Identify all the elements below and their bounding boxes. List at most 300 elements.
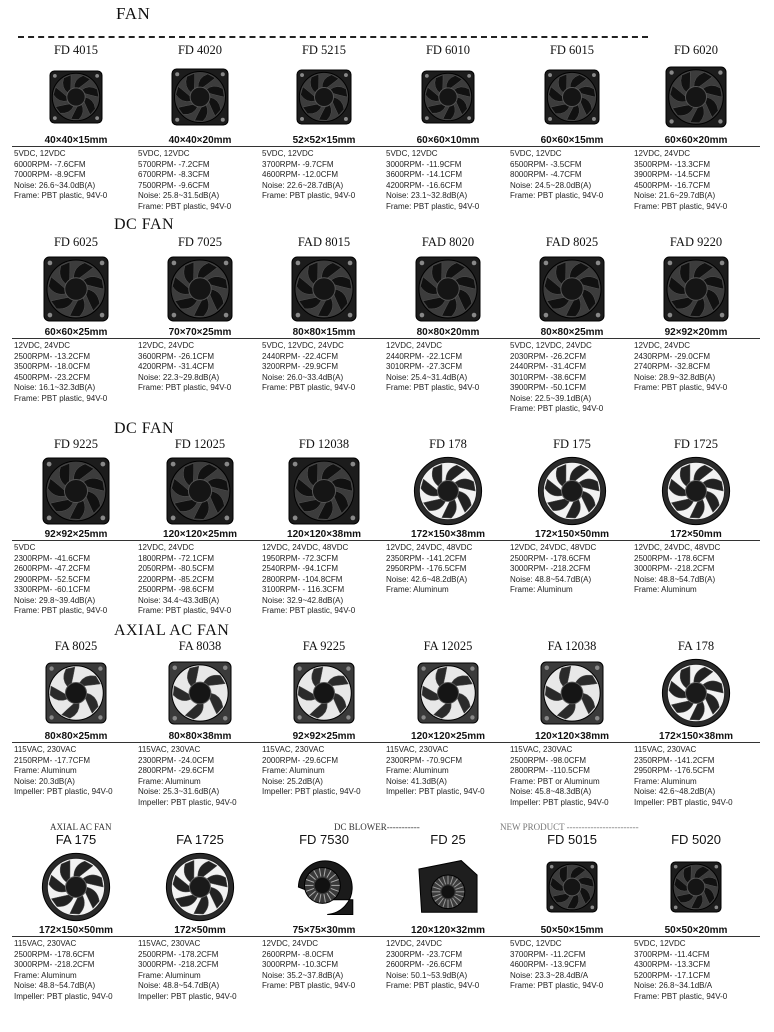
- spec-line: 3000RPM- -218.2CFM: [510, 564, 591, 573]
- spec-line: Frame: Aluminum: [634, 776, 697, 786]
- spec-line: 2500RPM- -178.2CFM: [138, 949, 219, 959]
- spec-line: 6500RPM- -3.5CFM: [510, 159, 582, 169]
- spec-line: 3600RPM- -14.1CFM: [386, 170, 463, 179]
- model-name: FD 175: [553, 437, 591, 451]
- model-name: FD 7530: [299, 832, 349, 847]
- spec-line: Frame: PBT plastic, 94V-0: [138, 383, 232, 392]
- spec-line: Frame: PBT plastic, 94V-0: [138, 201, 232, 211]
- spec-line: 2440RPM- -22.4CFM: [262, 351, 339, 361]
- spec-line: 115VAC, 230VAC: [138, 939, 201, 948]
- spec-line: Noise: 48.8~54.7dB(A): [138, 981, 220, 990]
- spec-line: 3700RPM- -11.2CFM: [510, 949, 586, 959]
- spec-list: [510, 341, 634, 415]
- spec-line: Noise: 50.1~53.9dB(A): [386, 970, 468, 980]
- spec-line: 115VAC, 230VAC: [510, 745, 573, 754]
- fan-photo: [386, 62, 510, 132]
- spec-line: Frame: Aluminum: [14, 970, 77, 980]
- model-name: FD 6025: [53, 235, 99, 249]
- spec-line: 4200RPM- -31.4CFM: [138, 362, 215, 371]
- spec-line: 5VDC, 12VDC: [138, 149, 190, 158]
- dimension-label: 60×60×25mm: [12, 327, 140, 339]
- spec-line: Noise: 22.3~29.8dB(A): [138, 372, 220, 382]
- spec-line: 2050RPM- -80.5CFM: [138, 564, 215, 573]
- model-name: FD 4015: [53, 43, 99, 57]
- spec-line: 1800RPM- -72.1CFM: [138, 553, 215, 563]
- spec-line: 3600RPM- -26.1CFM: [138, 351, 215, 361]
- model-name: FD 25: [430, 832, 466, 847]
- product-card: [14, 832, 138, 1002]
- fan-photo: [14, 254, 138, 324]
- spec-line: Noise: 48.8~54.7dB(A): [510, 574, 592, 584]
- spec-line: Noise: 24.5~28.0dB(A): [510, 180, 592, 190]
- product-card: [386, 234, 510, 394]
- spec-line: 3500RPM- -18.0CFM: [14, 362, 91, 371]
- spec-line: 2440RPM- -31.4CFM: [510, 362, 587, 371]
- spec-line: 4500RPM- -23.2CFM: [14, 372, 91, 382]
- spec-line: 3700RPM- -11.4CFM: [634, 949, 710, 959]
- product-card: [510, 638, 634, 808]
- spec-list: [14, 745, 138, 798]
- spec-line: 2200RPM- -85.2CFM: [138, 574, 215, 584]
- fan-photo: [386, 852, 510, 922]
- spec-line: Frame: PBT plastic, 94V-0: [510, 404, 604, 413]
- model-name: FD 5215: [301, 43, 347, 57]
- dimension-label: 60×60×10mm: [384, 135, 512, 147]
- spec-line: 12VDC, 24VDC: [386, 341, 443, 350]
- spec-line: 2500RPM- -98.6CFM: [138, 585, 215, 594]
- heading-dc-fan-1: DC FAN: [114, 216, 175, 233]
- fan-photo: [386, 254, 510, 324]
- spec-line: 2600RPM- -26.6CFM: [386, 960, 463, 969]
- spec-line: Noise: 25.8~31.5dB(A): [138, 191, 220, 200]
- spec-line: Noise: 25.3~31.6dB(A): [138, 787, 220, 796]
- model-name: FD 12038: [298, 437, 350, 451]
- spec-line: 2030RPM- -26.2CFM: [510, 351, 587, 361]
- model-name: FAD 8015: [297, 235, 351, 249]
- dimension-label: 75×75×30mm: [260, 925, 388, 937]
- spec-line: 2600RPM- -8.0CFM: [262, 949, 334, 959]
- spec-list: [14, 543, 138, 617]
- spec-list: [510, 939, 634, 992]
- product-card: [510, 832, 634, 992]
- spec-line: Frame: PBT plastic, 94V-0: [386, 201, 480, 211]
- spec-line: Noise: 22.6~28.7dB(A): [262, 180, 344, 190]
- dimension-label: 172×50mm: [136, 925, 264, 937]
- spec-list: [14, 149, 138, 202]
- model-name: FD 178: [429, 437, 467, 451]
- spec-line: 2900RPM- -52.5CFM: [14, 574, 91, 584]
- spec-line: 5VDC: [14, 543, 36, 552]
- spec-line: 2500RPM- -178.6CFM: [510, 553, 591, 563]
- spec-line: Frame: PBT plastic, 94V-0: [262, 383, 356, 392]
- spec-line: 3700RPM- -9.7CFM: [262, 159, 334, 169]
- product-card: [386, 832, 510, 992]
- dimension-label: 92×92×25mm: [260, 731, 388, 743]
- spec-line: Frame: Aluminum: [262, 766, 325, 775]
- spec-line: 3100RPM- - 116.3CFM: [262, 585, 345, 594]
- spec-line: 3200RPM- -29.9CFM: [262, 362, 339, 371]
- spec-list: [510, 745, 634, 808]
- product-card: [634, 436, 758, 596]
- fan-photo: [634, 658, 758, 728]
- spec-line: 5VDC, 12VDC: [386, 149, 438, 158]
- fan-photo: [138, 62, 262, 132]
- spec-line: 2800RPM- -110.5CFM: [510, 766, 590, 775]
- spec-line: Frame: PBT plastic, 94V-0: [634, 991, 728, 1001]
- dimension-label: 120×120×25mm: [136, 529, 264, 541]
- spec-line: Noise: 26.8~34.1dB/A: [634, 981, 713, 990]
- spec-line: Frame: PBT plastic, 94V-0: [510, 191, 604, 200]
- spec-line: Noise: 42.6~48.2dB(A): [634, 787, 716, 796]
- fan-photo: [634, 852, 758, 922]
- spec-line: 1950RPM- -72.3CFM: [262, 553, 339, 563]
- spec-line: 2300RPM- -70.9CFM: [386, 755, 463, 765]
- fan-photo: [634, 254, 758, 324]
- product-card: [138, 832, 262, 1002]
- product-card: [634, 42, 758, 212]
- spec-line: Frame: PBT plastic, 94V-0: [386, 383, 480, 392]
- spec-list: [14, 341, 138, 404]
- spec-line: 7500RPM- -9.6CFM: [138, 180, 210, 190]
- product-row-3: [14, 436, 770, 636]
- product-row-4: [14, 638, 770, 838]
- spec-line: 115VAC, 230VAC: [138, 745, 201, 754]
- fan-photo: [14, 852, 138, 922]
- heading-dc-blower: DC BLOWER-----------: [334, 822, 420, 832]
- product-card: [14, 436, 138, 617]
- spec-line: 115VAC, 230VAC: [14, 939, 77, 948]
- product-card: [386, 42, 510, 212]
- spec-line: Noise: 45.8~48.3dB(A): [510, 787, 592, 796]
- spec-line: 12VDC, 24VDC: [14, 341, 71, 350]
- spec-list: [386, 745, 510, 798]
- model-name: FD 1725: [673, 437, 719, 451]
- spec-line: Impeller: PBT plastic, 94V-0: [138, 797, 237, 807]
- product-card: [510, 42, 634, 202]
- dimension-label: 120×120×32mm: [384, 925, 512, 937]
- dimension-label: 120×120×25mm: [384, 731, 512, 743]
- fan-photo: [262, 658, 386, 728]
- spec-line: Frame: Aluminum: [138, 776, 201, 786]
- spec-line: 2800RPM- -104.8CFM: [262, 574, 343, 584]
- spec-line: 7000RPM- -8.9CFM: [14, 170, 86, 179]
- product-card: [386, 436, 510, 596]
- model-name: FD 6020: [673, 43, 719, 57]
- product-card: [14, 638, 138, 798]
- dimension-label: 172×150×50mm: [508, 529, 636, 541]
- spec-line: Noise: 20.3dB(A): [14, 776, 75, 786]
- spec-line: 2500RPM- -98.0CFM: [510, 755, 587, 765]
- spec-line: Noise: 23.3~28.4dB/A: [510, 970, 589, 980]
- dimension-label: 60×60×15mm: [508, 135, 636, 147]
- spec-line: Frame: PBT plastic, 94V-0: [510, 981, 604, 990]
- spec-line: 12VDC, 24VDC: [634, 341, 691, 350]
- model-name: FAD 9220: [669, 235, 723, 249]
- fan-photo: [262, 852, 386, 922]
- fan-photo: [510, 658, 634, 728]
- dimension-label: 172×150×50mm: [12, 925, 140, 937]
- model-name: FA 178: [677, 639, 715, 653]
- fan-photo: [386, 456, 510, 526]
- spec-line: 5VDC, 12VDC: [262, 149, 314, 158]
- spec-line: 2350RPM- -141.2CFM: [634, 755, 715, 765]
- spec-line: 2950RPM- -176.5CFM: [634, 766, 715, 775]
- spec-line: Impeller: PBT plastic, 94V-0: [634, 797, 733, 807]
- fan-photo: [138, 456, 262, 526]
- spec-list: [138, 149, 262, 212]
- dimension-label: 80×80×15mm: [260, 327, 388, 339]
- spec-line: 3010RPM- -38.6CFM: [510, 372, 587, 382]
- spec-line: Noise: 23.1~32.8dB(A): [386, 191, 468, 200]
- model-name: FA 9225: [302, 639, 346, 653]
- model-name: FD 5020: [671, 832, 721, 847]
- spec-line: 3900RPM- -14.5CFM: [634, 170, 711, 179]
- product-card: [138, 234, 262, 394]
- spec-line: 12VDC, 24VDC, 48VDC: [386, 543, 473, 552]
- spec-list: [634, 341, 758, 394]
- spec-line: 3000RPM- -10.3CFM: [262, 960, 339, 969]
- spec-line: 2430RPM- -29.0CFM: [634, 351, 711, 361]
- product-card: [634, 234, 758, 394]
- spec-line: Noise: 35.2~37.8dB(A): [262, 970, 344, 980]
- spec-line: Frame: PBT plastic, 94V-0: [14, 606, 108, 615]
- product-row-5: [14, 832, 770, 1032]
- spec-line: 5VDC, 12VDC: [510, 149, 562, 158]
- spec-line: 12VDC, 24VDC, 48VDC: [510, 543, 597, 552]
- heading-fan: FAN: [116, 4, 151, 23]
- model-name: FD 7025: [177, 235, 223, 249]
- model-name: FD 12025: [174, 437, 226, 451]
- spec-line: Impeller: PBT plastic, 94V-0: [262, 787, 361, 796]
- product-card: [138, 42, 262, 212]
- spec-line: 2540RPM- -94.1CFM: [262, 564, 339, 573]
- model-name: FAD 8025: [545, 235, 599, 249]
- spec-line: Noise: 26.0~33.4dB(A): [262, 372, 344, 382]
- product-card: [138, 638, 262, 808]
- spec-line: Noise: 16.1~32.3dB(A): [14, 383, 96, 392]
- product-card: [634, 638, 758, 808]
- spec-line: Frame: Aluminum: [14, 766, 77, 775]
- product-card: [262, 638, 386, 798]
- spec-line: 5VDC, 12VDC: [634, 939, 686, 948]
- spec-line: Impeller: PBT plastic, 94V-0: [14, 991, 113, 1001]
- product-card: [634, 832, 758, 1002]
- model-name: FA 12025: [423, 639, 473, 653]
- dimension-label: 60×60×20mm: [632, 135, 760, 147]
- spec-line: 4600RPM- -12.0CFM: [262, 170, 339, 179]
- spec-list: [262, 149, 386, 202]
- spec-line: 2350RPM- -141.2CFM: [386, 553, 467, 563]
- spec-list: [386, 543, 510, 596]
- model-name: FD 9225: [53, 437, 99, 451]
- spec-line: 3500RPM- -13.3CFM: [634, 159, 711, 169]
- spec-line: 3000RPM- -218.2CFM: [634, 564, 715, 573]
- spec-line: Impeller: PBT plastic, 94V-0: [14, 787, 113, 796]
- heading-dc-fan-2: DC FAN: [114, 420, 175, 437]
- fan-photo: [634, 62, 758, 132]
- spec-list: [510, 149, 634, 202]
- model-name: FD 5015: [547, 832, 597, 847]
- spec-line: Frame: Aluminum: [510, 585, 573, 594]
- spec-line: Frame: PBT plastic, 94V-0: [262, 606, 356, 615]
- spec-list: [634, 745, 758, 808]
- dimension-label: 40×40×20mm: [136, 135, 264, 147]
- spec-line: 12VDC, 24VDC: [386, 939, 443, 948]
- spec-list: [138, 939, 262, 1002]
- heading-axial-ac-fan: AXIAL AC FAN: [114, 622, 230, 639]
- fan-photo: [138, 852, 262, 922]
- spec-line: 12VDC, 24VDC: [138, 543, 195, 552]
- spec-line: 3900RPM- -50.1CFM: [510, 383, 587, 392]
- spec-list: [138, 543, 262, 617]
- spec-line: Frame: Aluminum: [634, 585, 697, 594]
- fan-photo: [510, 852, 634, 922]
- fan-photo: [634, 456, 758, 526]
- spec-list: [634, 149, 758, 212]
- spec-list: [262, 341, 386, 394]
- spec-line: Noise: 25.4~31.4dB(A): [386, 372, 468, 382]
- spec-line: Noise: 21.6~29.7dB(A): [634, 191, 716, 200]
- spec-list: [510, 543, 634, 596]
- spec-line: Frame: PBT plastic, 94V-0: [14, 393, 108, 403]
- model-name: FD 4020: [177, 43, 223, 57]
- model-name: FAD 8020: [421, 235, 475, 249]
- spec-line: 5VDC, 12VDC: [14, 149, 66, 158]
- dimension-label: 172×50mm: [632, 529, 760, 541]
- spec-line: 115VAC, 230VAC: [386, 745, 449, 754]
- model-name: FA 12038: [547, 639, 597, 653]
- spec-line: 2500RPM- -178.6CFM: [14, 949, 95, 959]
- spec-line: Frame: PBT plastic, 94V-0: [386, 981, 480, 990]
- dimension-label: 120×120×38mm: [260, 529, 388, 541]
- spec-line: Frame: PBT or Aluminum: [510, 776, 600, 786]
- product-card: [510, 234, 634, 415]
- spec-line: 3000RPM- -11.9CFM: [386, 159, 462, 169]
- spec-line: Noise: 48.8~54.7dB(A): [14, 981, 96, 990]
- heading-axial-ac-fan-small: AXIAL AC FAN: [50, 822, 112, 832]
- product-card: [262, 234, 386, 394]
- spec-line: Frame: PBT plastic, 94V-0: [262, 981, 356, 990]
- spec-line: Noise: 34.4~43.3dB(A): [138, 595, 220, 605]
- spec-line: Noise: 48.8~54.7dB(A): [634, 574, 716, 584]
- dimension-label: 172×150×38mm: [632, 731, 760, 743]
- spec-line: Noise: 28.9~32.8dB(A): [634, 372, 716, 382]
- spec-line: 5VDC, 12VDC: [510, 939, 562, 948]
- product-card: [262, 42, 386, 202]
- spec-line: Impeller: PBT plastic, 94V-0: [138, 991, 237, 1001]
- product-card: [262, 436, 386, 617]
- spec-line: Frame: PBT plastic, 94V-0: [262, 191, 356, 200]
- spec-line: 5700RPM- -7.2CFM: [138, 159, 210, 169]
- product-card: [510, 436, 634, 596]
- spec-line: Impeller: PBT plastic, 94V-0: [386, 787, 485, 796]
- spec-line: 4600RPM- -13.9CFM: [510, 960, 587, 969]
- spec-line: 3010RPM- -27.3CFM: [386, 362, 463, 371]
- spec-line: Impeller: PBT plastic, 94V-0: [510, 797, 609, 807]
- dimension-label: 52×52×15mm: [260, 135, 388, 147]
- fan-photo: [262, 456, 386, 526]
- product-card: [386, 638, 510, 798]
- spec-line: 2150RPM- -17.7CFM: [14, 755, 91, 765]
- heading-divider: [18, 36, 648, 38]
- spec-line: Frame: PBT plastic, 94V-0: [634, 383, 728, 392]
- model-name: FA 8038: [178, 639, 222, 653]
- spec-line: 115VAC, 230VAC: [634, 745, 697, 754]
- spec-line: 12VDC, 24VDC: [262, 939, 319, 948]
- model-name: FA 8025: [54, 639, 98, 653]
- spec-line: 12VDC, 24VDC, 48VDC: [634, 543, 721, 552]
- product-row-1: [14, 42, 770, 242]
- product-card: [14, 42, 138, 202]
- model-name: FA 1725: [176, 832, 224, 847]
- spec-list: [386, 939, 510, 992]
- spec-line: 2300RPM- -41.6CFM: [14, 553, 91, 563]
- spec-line: 12VDC, 24VDC: [634, 149, 691, 158]
- fan-photo: [138, 658, 262, 728]
- spec-list: [138, 745, 262, 808]
- model-name: FD 6010: [425, 43, 471, 57]
- model-name: FA 175: [55, 832, 97, 847]
- spec-line: 5VDC, 12VDC, 24VDC: [510, 341, 592, 350]
- spec-line: Noise: 25.2dB(A): [262, 776, 323, 786]
- spec-list: [14, 939, 138, 1002]
- heading-new-product: NEW PRODUCT ------------------------: [500, 822, 639, 832]
- product-row-2: [14, 234, 770, 434]
- spec-list: [634, 543, 758, 596]
- dimension-label: 80×80×38mm: [136, 731, 264, 743]
- spec-line: 4500RPM- -16.7CFM: [634, 180, 711, 190]
- dimension-label: 80×80×25mm: [508, 327, 636, 339]
- dimension-label: 80×80×25mm: [12, 731, 140, 743]
- spec-line: 2800RPM- -29.6CFM: [138, 766, 215, 775]
- product-card: [262, 832, 386, 992]
- spec-line: 115VAC, 230VAC: [14, 745, 77, 754]
- spec-list: [634, 939, 758, 1002]
- dimension-label: 172×150×38mm: [384, 529, 512, 541]
- spec-list: [262, 939, 386, 992]
- spec-line: 2500RPM- -178.6CFM: [634, 553, 715, 563]
- spec-line: 2950RPM- -176.5CFM: [386, 564, 467, 573]
- fan-photo: [262, 62, 386, 132]
- spec-list: [262, 745, 386, 798]
- fan-photo: [262, 254, 386, 324]
- product-card: [138, 436, 262, 617]
- model-name: FD 6015: [549, 43, 595, 57]
- fan-photo: [138, 254, 262, 324]
- spec-list: [386, 341, 510, 394]
- spec-line: 5VDC, 12VDC, 24VDC: [262, 341, 344, 350]
- spec-line: 3000RPM- -218.2CFM: [14, 960, 95, 969]
- dimension-label: 80×80×20mm: [384, 327, 512, 339]
- spec-line: 5200RPM- -17.1CFM: [634, 970, 711, 980]
- dimension-label: 120×120×38mm: [508, 731, 636, 743]
- fan-photo: [14, 456, 138, 526]
- dimension-label: 50×50×20mm: [632, 925, 760, 937]
- spec-line: 12VDC, 24VDC, 48VDC: [262, 543, 349, 552]
- spec-line: 2500RPM- -13.2CFM: [14, 351, 91, 361]
- spec-line: 4300RPM- -13.3CFM: [634, 960, 711, 969]
- spec-list: [262, 543, 386, 617]
- spec-line: Noise: 32.9~42.8dB(A): [262, 595, 344, 605]
- fan-photo: [510, 254, 634, 324]
- dimension-label: 92×92×25mm: [12, 529, 140, 541]
- product-card: [14, 234, 138, 404]
- spec-line: 12VDC, 24VDC: [138, 341, 195, 350]
- dimension-label: 50×50×15mm: [508, 925, 636, 937]
- spec-line: 2300RPM- -23.7CFM: [386, 949, 463, 959]
- dimension-label: 70×70×25mm: [136, 327, 264, 339]
- spec-line: 6000RPM- -7.6CFM: [14, 159, 86, 169]
